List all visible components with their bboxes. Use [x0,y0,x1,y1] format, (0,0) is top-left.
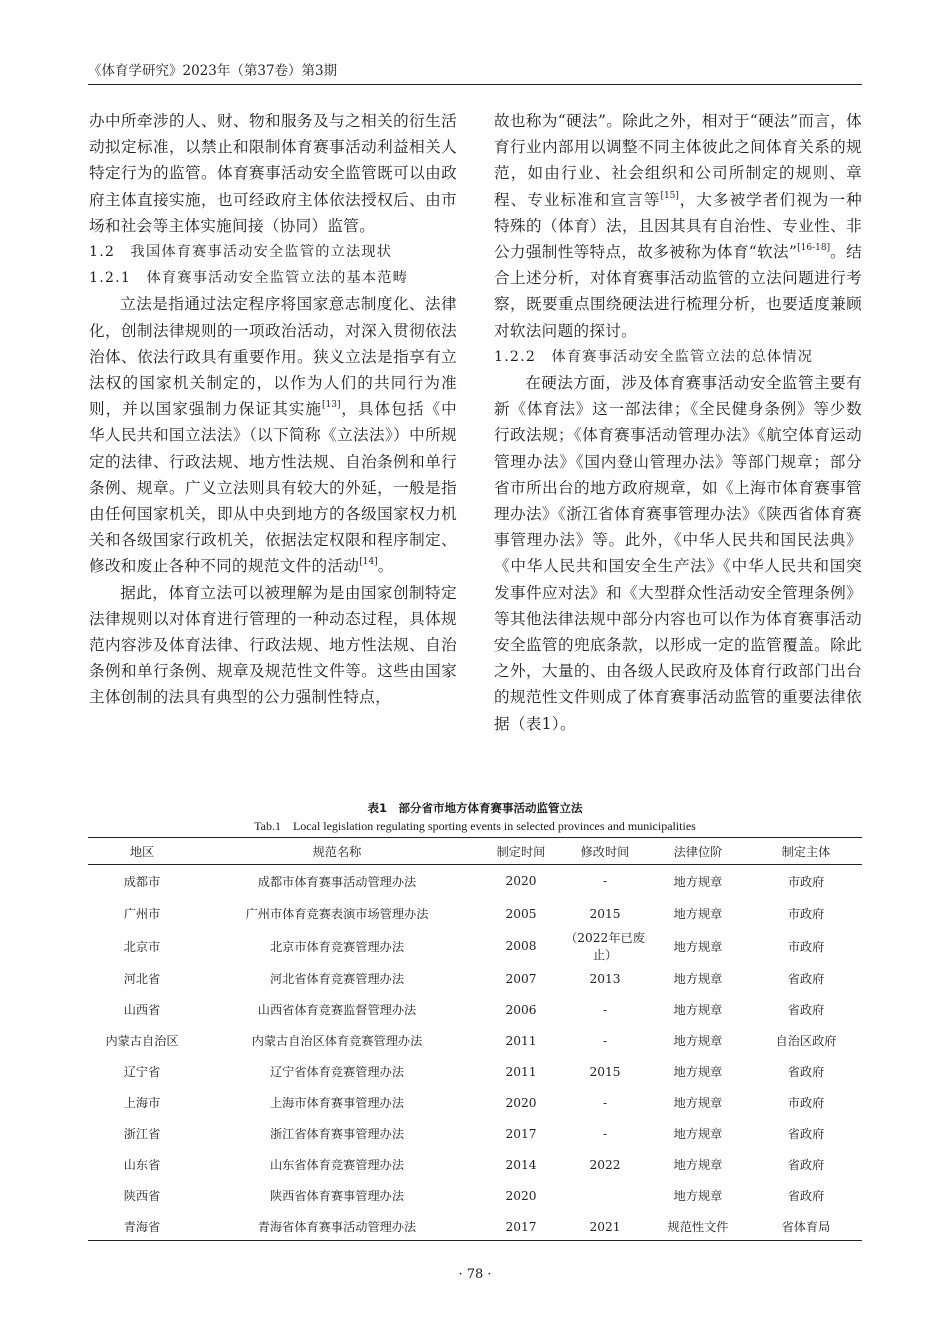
table-cell: 规范性文件 [667,1220,729,1234]
table-cell: 广州市体育竞赛表演市场管理办法 [245,907,429,921]
table-header-row [88,838,862,864]
table-cell: 省政府 [787,1003,825,1017]
legislation-table [88,838,862,1242]
running-header: 《体育学研究》2023年（第37卷）第3期 [88,63,338,79]
body-paragraph [494,108,862,344]
column-header: 制定主体 [781,844,831,859]
table-cell: 山东省 [123,1158,161,1172]
table-cell: （2022年已废止） [565,931,645,962]
header-rule [88,84,862,85]
table-cell: 2013 [589,971,621,986]
table-cell: - [602,1002,608,1017]
table-cell: 2020 [505,1095,537,1110]
table-cell: 2022 [589,1157,621,1172]
table-cell: 辽宁省体育竞赛管理办法 [269,1065,405,1079]
body-paragraph: 办中所牵涉的人、财、物和服务及与之相关的衍生活动拟定标准，以禁止和限制体育赛事活动利益相关人特定行为的监管。体育赛事活动安全监管既可以由政府主体直接实施，也可经政府主体依法授权后、由市场和社会等主体实施间接（协同）监管。 [89,112,457,235]
table-cell: 2006 [505,1002,537,1017]
citation-ref: [14] [359,557,378,568]
table-cell: 地方规章 [673,1034,723,1048]
table-row [88,1056,862,1087]
table-cell: 2005 [505,906,537,921]
table-cell: - [602,1126,608,1141]
column-header: 规范名称 [312,844,362,859]
table-cell: 2011 [505,1033,537,1048]
table-cell: 浙江省体育赛事管理办法 [269,1127,405,1141]
text-run: 。 [377,557,394,576]
table-row [88,929,862,963]
table-cell: 2015 [589,906,621,921]
table-cell: 成都市 [123,874,161,889]
table-row [88,1087,862,1118]
table-cell: 2007 [505,971,537,986]
table-cell: 山西省 [123,1003,161,1017]
table-cell: 地方规章 [673,874,723,889]
table-row [88,963,862,994]
table-cell: 辽宁省 [123,1065,161,1079]
table-cell: 地方规章 [673,907,723,921]
section-heading-1-2: 1.2 我国体育赛事活动安全监管的立法现状 [89,244,393,261]
citation-ref: [16-18] [797,243,831,254]
table-cell: 河北省 [123,972,161,986]
left-column [89,108,457,711]
table-cell: 2020 [505,874,537,888]
section-heading-1-2-1: 1.2.1 体育赛事活动安全监管立法的基本范畴 [89,270,409,287]
table-caption-en: Tab.1 Local legislation regulating sporting events in selected provinces and municipalities [254,819,696,833]
table-cell: 地方规章 [673,1127,723,1141]
table-cell: 地方规章 [673,1096,723,1110]
table-cell: 2008 [505,939,537,953]
column-header: 地区 [129,844,155,859]
column-header: 制定时间 [496,844,546,859]
table-cell: 成都市体育赛事活动管理办法 [257,874,417,889]
table-cell: - [602,874,608,888]
table-cell: 省政府 [787,1127,825,1141]
text-run: 故也称为“硬法”。除此之外，相对于“硬法”而言，体育行业内部用以调整不同主体彼此之间体育关系的规范，如由行业、社会组织和公司所制定的规则、章程、专业标准和宣言等 [494,112,862,209]
table-row [88,1180,862,1211]
table-cell: 省政府 [787,1158,825,1172]
table-cell: 河北省体育竞赛管理办法 [269,972,405,986]
table-row [88,1118,862,1149]
table-cell: 地方规章 [673,939,723,954]
table-row [88,1025,862,1056]
table-cell: 陕西省 [123,1189,161,1203]
table-cell: 内蒙古自治区 [105,1034,179,1048]
body-paragraph: 在硬法方面，涉及体育赛事活动安全监管主要有新《体育法》这一部法律；《全民健身条例》等少数行政法规；《体育赛事活动管理办法》《航空体育运动管理办法》《国内登山管理办法》等部门规章；部分省市所出台的地方政府规章，如《上海市体育赛事管理办法》《浙江省体育赛事管理办法》《陕西省体育赛事管理办法》等。此外，《中华人民共和国民法典》《中华人民共和国安全生产法》《中华人民共和国突发事件应对法》和《大型群众性活动安全管理条例》等其他法律法规中部分内容也可以作为体育赛事活动安全监管的兜底条款，以形成一定的监管覆盖。除此之外，大量的、由各级人民政府及体育行政部门出台的规范性文件则成了体育赛事活动监管的重要法律依据（表1）。 [494,374,862,733]
section-heading-1-2-2: 1.2.2 体育赛事活动安全监管立法的总体情况 [494,348,814,365]
column-header: 修改时间 [580,844,630,859]
table-cell: - [602,1095,608,1110]
table-cell: 省体育局 [781,1220,831,1234]
table-cell [564,1180,646,1211]
table-cell: 地方规章 [673,1158,723,1172]
text-run: ，具体包括《中华人民共和国立法法》（以下简称《立法法》）中所规定的法律、行政法规、地方性法规、自治条例和单行条例、规章。广义立法则具有较大的外延，一般是指由任何国家机关，即从中央到地方的各级国家权力机关和各级国家行政机关，依据法定权限和程序制定、修改和废止各种不同的规范文件的活动 [89,400,458,576]
table-cell: 地方规章 [673,1065,723,1079]
table-cell: 2017 [505,1219,537,1234]
table-cell: 陕西省体育赛事管理办法 [269,1189,405,1203]
table-cell: 自治区政府 [775,1034,837,1048]
table-cell: 上海市体育赛事管理办法 [269,1096,405,1110]
table-cell: 地方规章 [673,1003,723,1017]
page-number: · 78 · [458,1267,492,1282]
table-cell: 市政府 [787,874,825,889]
table-cell: 2021 [589,1219,621,1234]
table-cell: 2015 [589,1064,621,1079]
body-paragraph [89,291,457,579]
table-cell: 青海省 [123,1220,161,1234]
table-row [88,994,862,1025]
table-row [88,1211,862,1242]
table-cell: 地方规章 [673,972,723,986]
table-cell: 2020 [505,1188,537,1203]
column-header: 法律位阶 [673,844,723,859]
table-cell: 省政府 [787,972,825,986]
table-row [88,864,862,898]
table-row [88,1149,862,1180]
text-run: ，大多被学者们视为一种特殊的（体育）法，且因其具有自治性、专业性、非公力强制性等特点，故多被称为体育“软法” [494,190,862,262]
table-cell: 广州市 [123,907,161,921]
text-run: 立法是指通过法定程序将国家意志制度化、法律化，创制法律规则的一项政治活动，对深入贯彻依法治体、依法行政具有重要作用。狭义立法是指享有立法权的国家机关制定的，以作为人们的共同行为准则，并以国家强制力保证其实施 [89,295,457,419]
table-cell: 山东省体育竞赛管理办法 [269,1158,405,1172]
table-cell: - [602,1033,608,1048]
table-row [88,898,862,929]
table-caption-cn: 表1 部分省市地方体育赛事活动监管立法 [367,801,583,815]
table-cell: 青海省体育赛事活动管理办法 [257,1220,417,1234]
table-cell: 北京市 [123,939,161,954]
table-cell: 上海市 [123,1096,161,1110]
citation-ref: [15] [660,190,679,201]
table-cell: 山西省体育竞赛监督管理办法 [257,1003,417,1017]
table-cell: 省政府 [787,1189,825,1203]
table-cell: 2011 [505,1064,537,1079]
table-cell: 地方规章 [673,1189,723,1203]
table-cell: 市政府 [787,1096,825,1110]
table-cell: 市政府 [787,907,825,921]
table-cell: 内蒙古自治区体育竞赛管理办法 [251,1034,423,1048]
table-cell: 省政府 [787,1065,825,1079]
text-run: 。结合上述分析，对体育赛事活动监管的立法问题进行考察，既要重点围绕硬法进行梳理分析，也要适度兼顾对软法问题的探讨。 [494,243,862,340]
citation-ref: [13] [322,400,341,411]
body-paragraph: 据此，体育立法可以被理解为是由国家创制特定法律规则以对体育进行管理的一种动态过程，具体规范内容涉及体育法律、行政法规、地方性法规、自治条例和单行条例、规章及规范性文件等。这些由国家主体创制的法具有典型的公力强制性特点， [89,583,457,707]
table-cell: 北京市体育竞赛管理办法 [269,939,405,954]
right-column [494,108,862,737]
table-cell: 2014 [505,1157,537,1172]
table-cell: 市政府 [787,939,825,954]
table-cell: 浙江省 [123,1127,161,1141]
table-cell: 2017 [505,1126,537,1141]
